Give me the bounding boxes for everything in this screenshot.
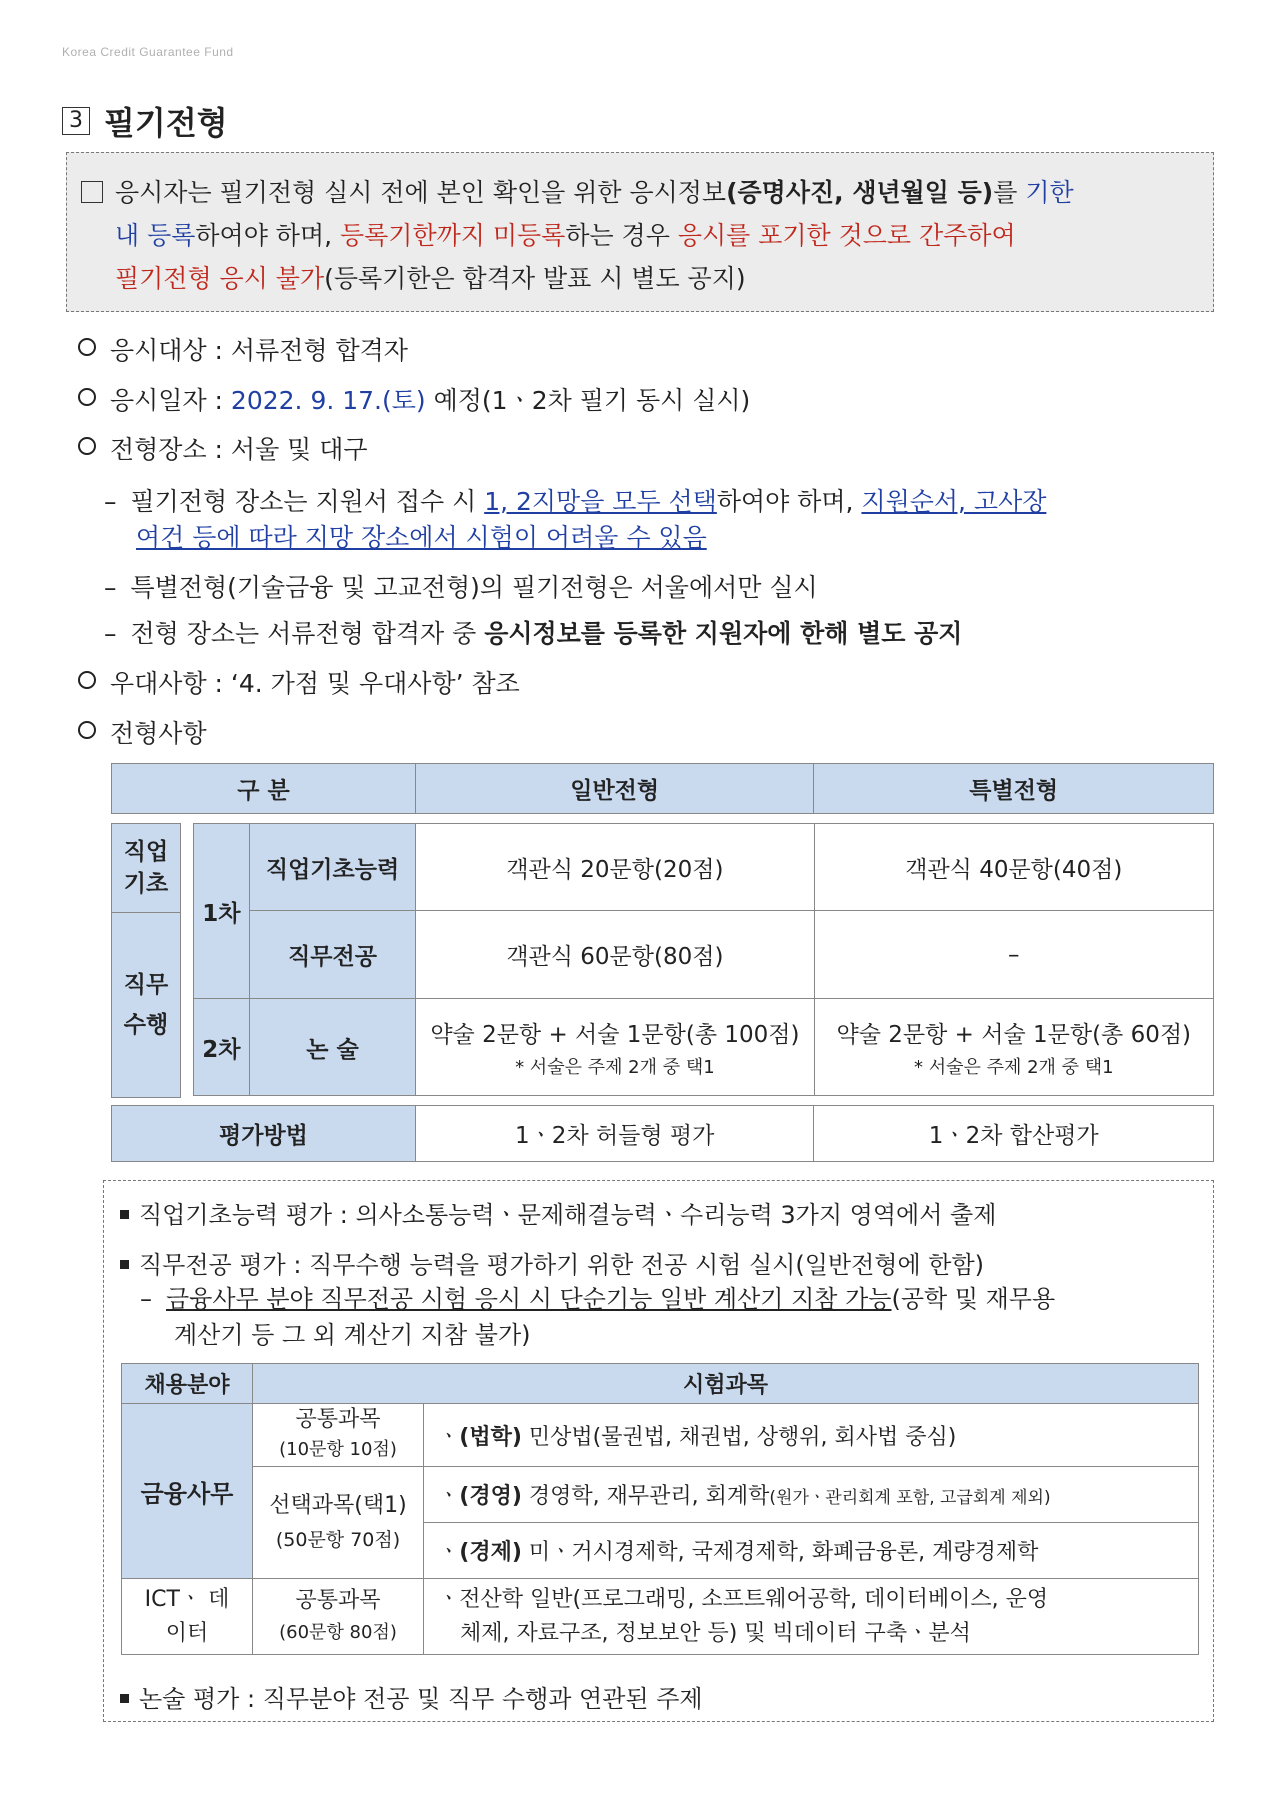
notice-text: 응시자는 필기전형 실시 전에 본인 확인을 위한 응시정보 <box>115 178 727 207</box>
info-text: 직업기초능력 평가 : 의사소통능력ㆍ문제해결능력ㆍ수리능력 3가지 영역에서 출제 <box>139 1201 997 1229</box>
notice-red: 필기전형 응시 불가 <box>115 264 325 293</box>
circle-bullet-icon <box>78 437 96 455</box>
essay-special <box>814 999 1213 1096</box>
side-basic <box>112 824 181 913</box>
ict-row <box>424 1579 1199 1655</box>
ncs-special: 객관식 40문항(40점) <box>814 824 1213 911</box>
th-general: 일반전형 <box>415 764 814 814</box>
circle-bullet-icon <box>78 338 96 356</box>
notice-text: 하는 경우 <box>565 221 678 250</box>
item-pref <box>78 667 520 701</box>
essay-note: * 서술은 주제 2개 중 택1 <box>515 1056 715 1078</box>
item-text: 전형사항 <box>110 719 207 748</box>
item-detail <box>78 717 207 751</box>
side-job <box>112 913 181 1098</box>
square-bullet-icon <box>120 1210 129 1219</box>
fin-common-count: (10문항 10점) <box>279 1439 397 1460</box>
row-major: 직무전공 <box>249 911 415 999</box>
section-title <box>62 98 228 144</box>
ict-common-text: 공통과목 <box>295 1587 381 1613</box>
th-special: 특별전형 <box>814 764 1214 814</box>
dot-bullet: ㆍ <box>438 1424 460 1450</box>
info-text: 논술 평가 : 직무분야 전공 및 직무 수행과 연관된 주제 <box>139 1685 703 1713</box>
major-special: – <box>814 911 1213 999</box>
notice-text: 를 <box>993 178 1026 207</box>
essay-general <box>416 999 814 1096</box>
item-text: 특별전형(기술금융 및 고교전형)의 필기전형은 서울에서만 실시 <box>130 573 818 602</box>
notice-red: 응시를 포기한 것으로 간주하여 <box>677 221 1016 250</box>
item-text: 전형 장소는 서류전형 합격자 중 <box>130 619 485 648</box>
info-underline: 금융사무 분야 직무전공 시험 응시 시 단순기능 일반 계산기 지참 가능 <box>166 1285 892 1313</box>
dash-bullet: – <box>104 573 117 602</box>
ncs-general: 객관식 20문항(20점) <box>416 824 814 911</box>
eco-row <box>424 1523 1199 1579</box>
checkbox-square-icon <box>81 181 103 203</box>
circle-bullet-icon <box>78 671 96 689</box>
notice-text: 하여야 하며, <box>195 221 340 250</box>
th-subject: 시험과목 <box>253 1364 1199 1404</box>
dot-bullet: ㆍ <box>438 1540 460 1565</box>
notice-box <box>66 152 1214 312</box>
round-2: 2차 <box>194 999 250 1096</box>
item-text: 필기전형 장소는 지원서 접수 시 <box>130 487 485 516</box>
info-text: 직무전공 평가 : 직무수행 능력을 평가하기 위한 전공 시험 실시(일반전형에 한함) <box>139 1251 984 1279</box>
subject-table <box>121 1363 1199 1655</box>
th-division: 구 분 <box>112 764 416 814</box>
biz-tag: (경영) <box>459 1484 522 1509</box>
circle-bullet-icon <box>78 721 96 739</box>
place-sub-1-cont <box>136 520 707 556</box>
item-text: 우대사항 : ‘4. 가점 및 우대사항’ 참조 <box>110 669 520 698</box>
square-bullet-icon <box>120 1260 129 1269</box>
fin-common-text: 공통과목 <box>295 1407 381 1432</box>
essay-note: * 서술은 주제 2개 중 택1 <box>913 1056 1114 1078</box>
dash-bullet: – <box>104 487 117 516</box>
eval-label: 평가방법 <box>112 1106 416 1162</box>
info-calc-cont <box>174 1315 531 1350</box>
fin-elective-text: 선택과목(택1) <box>269 1492 407 1518</box>
notice-bold: (증명사진, 생년월일 등) <box>726 178 994 207</box>
eval-special: 1ㆍ2차 합산평가 <box>814 1106 1214 1162</box>
dash-bullet: – <box>140 1285 152 1313</box>
essay-general-text: 약술 2문항 + 서술 1문항(총 100점) <box>430 1021 800 1048</box>
item-text: 전형장소 : 서울 및 대구 <box>110 435 368 464</box>
item-date <box>78 384 750 418</box>
item-text: 응시일자 : <box>110 386 231 415</box>
notice-text: (등록기한은 합격자 발표 시 별도 공지) <box>324 264 746 293</box>
item-text: 예정(1ㆍ2차 필기 동시 실시) <box>425 386 751 415</box>
dash-bullet: – <box>104 619 117 648</box>
biz-small: (원가ㆍ관리회계 포함, 고급회계 제외) <box>769 1488 1051 1508</box>
eco-text: 미ㆍ거시경제학, 국제경제학, 화폐금융론, 계량경제학 <box>521 1540 1039 1565</box>
biz-row <box>424 1467 1199 1523</box>
item-target <box>78 334 408 368</box>
dot-bullet: ㆍ <box>438 1484 460 1509</box>
field-ict-text: ICTㆍ 데이터 <box>144 1586 230 1646</box>
notice-blue: 내 등록 <box>115 221 196 250</box>
law-text: 민상법(물권법, 채권법, 상행위, 회사법 중심) <box>521 1424 957 1450</box>
side-label-table <box>111 823 181 1098</box>
row-ncs: 직업기초능력 <box>249 824 415 911</box>
info-calc <box>140 1279 1055 1314</box>
side-job-text: 직무 수행 <box>123 972 169 1038</box>
item-place <box>78 433 368 467</box>
th-field: 채용분야 <box>122 1364 253 1404</box>
info-essay <box>120 1679 703 1714</box>
main-table-header <box>111 763 1214 814</box>
eval-general: 1ㆍ2차 허들형 평가 <box>415 1106 814 1162</box>
header-org: Korea Credit Guarantee Fund <box>62 45 234 59</box>
info-text: 계산기 등 그 외 계산기 지참 불가) <box>174 1321 531 1349</box>
fin-elective-count: (50문항 70점) <box>275 1528 401 1551</box>
ict-common <box>253 1579 424 1655</box>
notice-red: 등록기한까지 미등록 <box>340 221 566 250</box>
fin-elective <box>253 1467 424 1579</box>
place-sub-3 <box>104 616 962 652</box>
item-date-value: 2022. 9. 17.(토) <box>230 386 426 415</box>
field-ict <box>122 1579 253 1655</box>
item-bold: 응시정보를 등록한 지원자에 한해 별도 공지 <box>484 619 963 648</box>
biz-text: 경영학, 재무관리, 회계학 <box>521 1484 770 1509</box>
round-1: 1차 <box>194 824 250 999</box>
dot-bullet: ㆍ <box>438 1586 460 1612</box>
eval-table <box>111 1105 1214 1162</box>
section-heading: 필기전형 <box>104 104 228 142</box>
row-essay: 논 술 <box>249 999 415 1096</box>
ict-text-1: 전산학 일반(프로그래밍, 소프트웨어공학, 데이터베이스, 운영 <box>459 1586 1049 1612</box>
info-major <box>120 1245 984 1280</box>
major-general: 객관식 60문항(80점) <box>416 911 814 999</box>
item-text: 하여야 하며, <box>716 487 862 516</box>
info-text: (공학 및 재무용 <box>891 1285 1056 1313</box>
side-basic-text: 직업 기초 <box>123 839 169 897</box>
field-finance: 금융사무 <box>122 1404 253 1579</box>
law-tag: (법학) <box>459 1424 522 1450</box>
ict-text-2: 체제, 자료구조, 정보보안 등) 및 빅데이터 구축ㆍ분석 <box>460 1620 971 1646</box>
info-ncs <box>120 1195 996 1230</box>
item-blue-underline: 여건 등에 따라 지망 장소에서 시험이 어려울 수 있음 <box>136 523 707 552</box>
fin-common <box>253 1404 424 1467</box>
eco-tag: (경제) <box>459 1540 522 1565</box>
item-blue-underline: 1, 2지망을 모두 선택 <box>484 487 717 516</box>
place-sub-1 <box>104 484 1046 520</box>
section-number: 3 <box>62 107 90 135</box>
ict-common-count: (60문항 80점) <box>279 1621 397 1643</box>
item-blue-underline: 지원순서, 고사장 <box>861 487 1047 516</box>
main-table-body <box>193 823 1214 1096</box>
circle-bullet-icon <box>78 388 96 406</box>
square-bullet-icon <box>120 1694 129 1703</box>
item-text: 응시대상 : 서류전형 합격자 <box>110 336 408 365</box>
law-row <box>424 1404 1199 1467</box>
essay-special-text: 약술 2문항 + 서술 1문항(총 60점) <box>836 1021 1192 1048</box>
place-sub-2 <box>104 570 818 606</box>
notice-blue: 기한 <box>1025 178 1074 207</box>
